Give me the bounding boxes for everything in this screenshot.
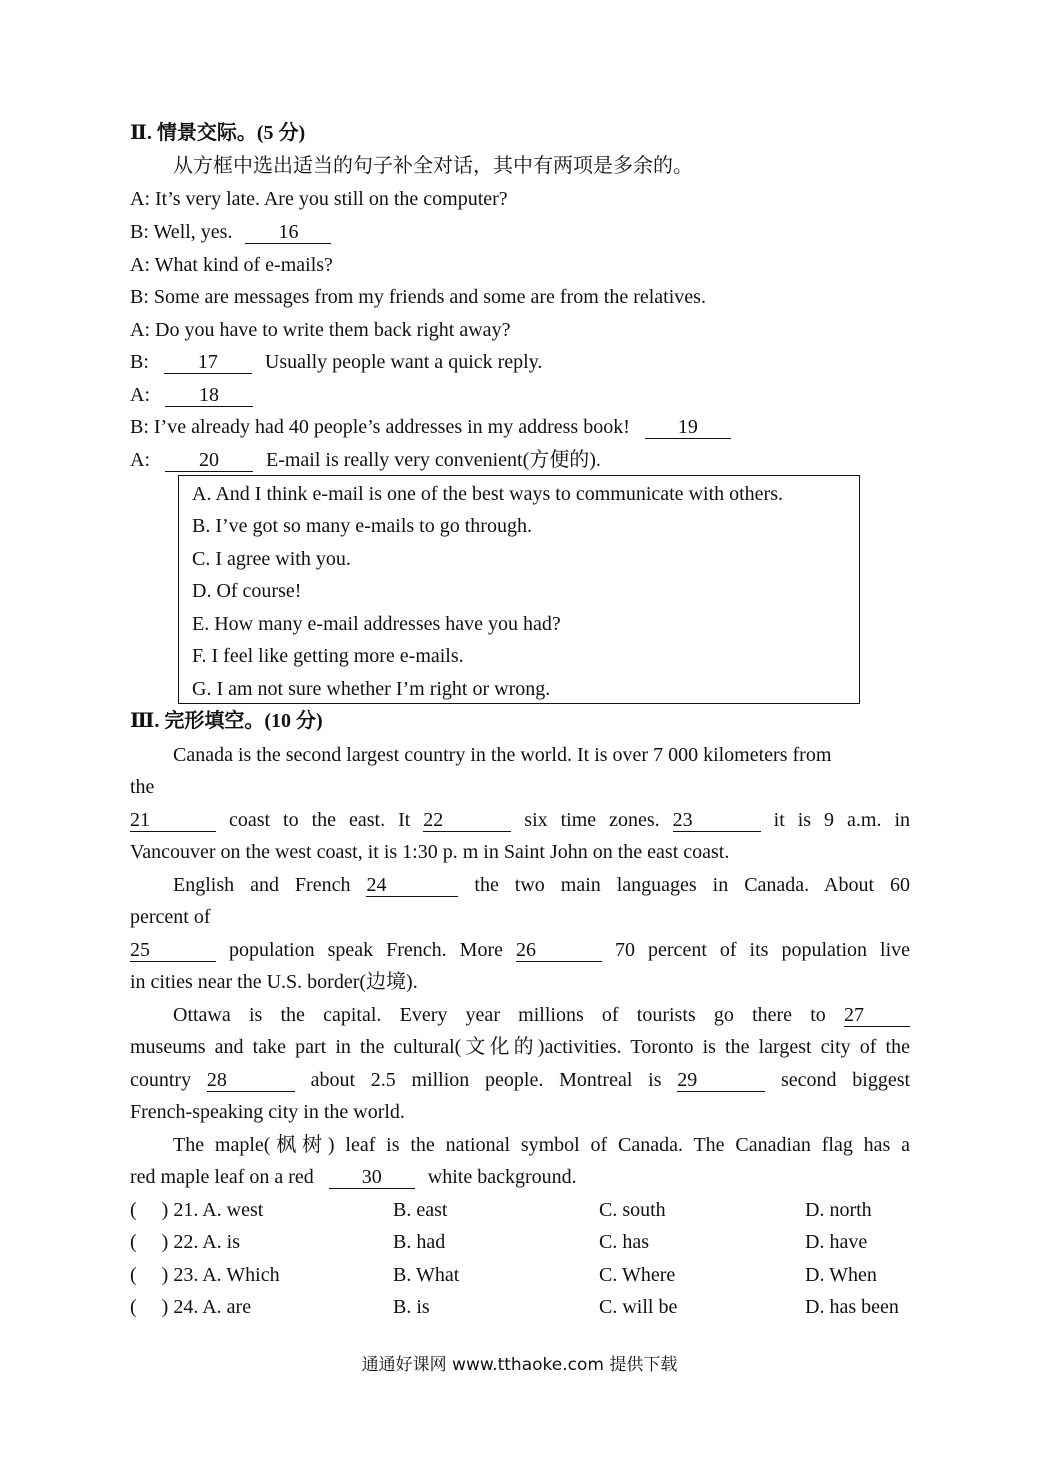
dialogue-line-1: A: It’s very late. Are you still on the computer? [130,188,508,210]
passage-line: Canada is the second largest country in the world. It is over 7 000 kilometers from [173,744,832,766]
section-2-heading: Ⅱ. 情景交际。(5 分) [130,122,306,144]
dialogue-line-6 [130,349,542,375]
answer-blank-28[interactable]: 28 [207,1069,295,1092]
dialogue-line-5: A: Do you have to write them back right away? [130,319,511,341]
answer-blank-19[interactable]: 19 [645,416,731,439]
choice-23-c[interactable]: C. Where [599,1264,676,1286]
passage-text: about 2.5 million people. Montreal is [310,1069,662,1091]
answer-blank-27[interactable]: 27 [844,1004,910,1027]
dialogue-text: B: [130,351,149,373]
answer-blank-18[interactable]: 18 [165,384,253,407]
dialogue-text: B: I’ve already had 40 people’s addresses in my address book! [130,416,630,438]
dialogue-text: B: Well, yes. [130,221,233,243]
choice-22-c[interactable]: C. has [599,1231,649,1253]
passage-line [173,872,910,898]
question-21[interactable]: ( ) 21. A. west [130,1199,264,1221]
dialogue-line-3: A: What kind of e-mails? [130,254,333,276]
passage-text: six time zones. [524,809,660,831]
passage-text: country [130,1069,192,1091]
dialogue-text: A: [130,449,150,471]
dialogue-text: Usually people want a quick reply. [264,351,543,373]
passage-line [130,937,910,963]
choice-22-b[interactable]: B. had [393,1231,446,1253]
answer-blank-29[interactable]: 29 [677,1069,765,1092]
question-24[interactable]: ( ) 24. A. are [130,1296,252,1318]
passage-text: it is 9 a.m. in [773,809,911,831]
passage-text: red maple leaf on a red [130,1166,314,1188]
answer-blank-30[interactable]: 30 [329,1166,415,1189]
passage-text: coast to the east. It [228,809,411,831]
answer-blank-24[interactable]: 24 [366,874,458,897]
dialogue-text: A: [130,384,150,406]
passage-line: Vancouver on the west coast, it is 1:30 p. m in Saint John on the east coast. [130,841,730,863]
passage-line: in cities near the U.S. border(边境). [130,971,418,993]
option-f: F. I feel like getting more e-mails. [192,645,464,667]
answer-blank-23[interactable]: 23 [673,809,761,832]
choice-22-d[interactable]: D. have [805,1231,868,1253]
choice-24-b[interactable]: B. is [393,1296,430,1318]
dialogue-line-9 [130,447,601,473]
option-d: D. Of course! [192,580,302,602]
passage-line: French-speaking city in the world. [130,1101,405,1123]
passage-line: percent of [130,906,211,928]
passage-line [130,1067,910,1093]
page-footer: 通通好课网 www.tthaoke.com 提供下载 [361,1355,678,1375]
passage-line: museums and take part in the cultural(文化的)activities. Toronto is the largest city of the [130,1036,910,1058]
option-a: A. And I think e-mail is one of the best ways to communicate with others. [192,483,783,505]
option-e: E. How many e-mail addresses have you had? [192,613,561,635]
dialogue-line-4: B: Some are messages from my friends and some are from the relatives. [130,286,706,308]
answer-blank-17[interactable]: 17 [164,351,252,374]
answer-blank-16[interactable]: 16 [245,221,331,244]
passage-text: population speak French. More [229,939,503,961]
passage-text: English and French [173,874,351,896]
choice-21-b[interactable]: B. east [393,1199,448,1221]
question-22[interactable]: ( ) 22. A. is [130,1231,240,1253]
dialogue-line-7 [130,382,253,408]
passage-text: second biggest [780,1069,911,1091]
option-c: C. I agree with you. [192,548,351,570]
question-23[interactable]: ( ) 23. A. Which [130,1264,280,1286]
choice-21-d[interactable]: D. north [805,1199,872,1221]
passage-text: 70 percent of its population live [615,939,910,961]
section-3-heading: Ⅲ. 完形填空。(10 分) [130,710,323,732]
choice-21-c[interactable]: C. south [599,1199,666,1221]
choice-24-d[interactable]: D. has been [805,1296,899,1318]
answer-blank-26[interactable]: 26 [516,939,602,962]
section-2-instruction: 从方框中选出适当的句子补全对话，其中有两项是多余的。 [173,155,693,177]
dialogue-text: E-mail is really very convenient(方便的). [266,449,601,471]
answer-blank-22[interactable]: 22 [423,809,511,832]
passage-line [130,807,910,833]
dialogue-line-2 [130,219,331,245]
choice-24-c[interactable]: C. will be [599,1296,678,1318]
passage-line: The maple(枫树) leaf is the national symbol of Canada. The Canadian flag has a [173,1134,910,1156]
passage-line: the [130,776,155,798]
choice-23-d[interactable]: D. When [805,1264,877,1286]
passage-text: white background. [427,1166,577,1188]
dialogue-line-8 [130,414,731,440]
answer-blank-21[interactable]: 21 [130,809,216,832]
passage-line [173,1002,910,1028]
answer-blank-20[interactable]: 20 [165,449,253,472]
passage-text: the two main languages in Canada. About 60 [474,874,910,896]
answer-blank-25[interactable]: 25 [130,939,216,962]
option-b: B. I’ve got so many e-mails to go through. [192,515,532,537]
passage-text: Ottawa is the capital. Every year millions of tourists go there to [173,1004,826,1026]
option-g: G. I am not sure whether I’m right or wrong. [192,678,551,700]
passage-line [130,1164,577,1190]
choice-23-b[interactable]: B. What [393,1264,460,1286]
